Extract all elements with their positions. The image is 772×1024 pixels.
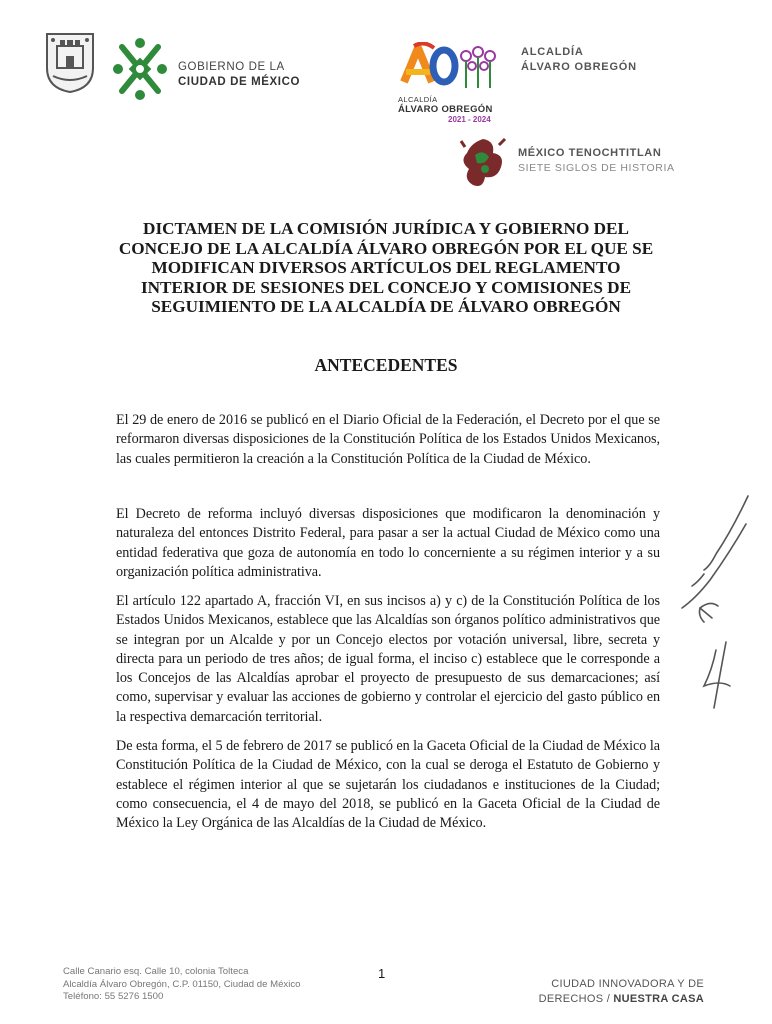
alcaldia-ao-subtitle — [398, 95, 508, 125]
title-line: SEGUIMIENTO DE LA ALCALDÍA DE ÁLVARO OBREGÓN — [151, 297, 621, 316]
handwritten-signature-marks — [660, 490, 760, 720]
footer-address — [63, 966, 301, 1004]
footer-address-line: Alcaldía Álvaro Obregón, C.P. 01150, Ciudad de México — [63, 978, 301, 990]
footer-address-line: Calle Canario esq. Calle 10, colonia Tolteca — [63, 966, 249, 977]
cdmx-government-text — [178, 60, 300, 90]
alcaldia-ao-text — [521, 45, 637, 75]
cdmx-government-logo-icon — [112, 37, 168, 101]
section-heading: ANTECEDENTES — [314, 355, 458, 375]
mt-line2: SIETE SIGLOS DE HISTORIA — [518, 162, 675, 174]
ao-sub-line1: ALCALDÍA — [398, 95, 438, 104]
body-paragraph: El artículo 122 apartado A, fracción VI, en sus incisos a) y c) de la Constitución Política de los Estados Unidos Mexicanos, establece que las Alcaldías son órganos político administrativos que se integran por un Alcalde y por un Concejo electos por votación universal, libre, secreta y directa para un periodo de tres años; de igual forma, el inciso c) establece que le corresponde a los Concejos de las Alcaldías aprobar el proyecto de presupuesto de sus demarcaciones; así como, supervisar y evaluar las acciones de gobierno y controlar el ejercicio del gasto público en la respectiva demarcación territorial. — [116, 593, 660, 725]
document-title — [100, 219, 672, 317]
page-number: 1 — [378, 966, 386, 981]
body-paragraph: El 29 de enero de 2016 se publicó en el Diario Oficial de la Federación, el Decreto por el que se reformaron diversas disposiciones de la Constitución Política de los Estados Unidos Mexicanos, las cuales permitieron la creación a la Constitución Política de la Ciudad de México. — [116, 412, 660, 467]
cdmx-line1: GOBIERNO DE LA — [178, 61, 285, 73]
title-line: DICTAMEN DE LA COMISIÓN JURÍDICA Y GOBIERNO DEL — [143, 219, 629, 238]
slogan-line2-b: NUESTRA CASA — [613, 993, 704, 1005]
title-line: CONCEJO DE LA ALCALDÍA ÁLVARO OBREGÓN POR EL QUE SE — [118, 238, 654, 258]
footer-address-line: Teléfono: 55 5276 1500 — [63, 991, 164, 1002]
title-line: INTERIOR DE SESIONES DEL CONCEJO Y COMISIONES DE — [140, 277, 632, 297]
body-paragraph: De esta forma, el 5 de febrero de 2017 se publicó en la Gaceta Oficial de la Ciudad de México la Constitución Política de la Ciudad de México, con la cual se deroga el Estatuto de Gobierno y establece el régimen interior al que se sujetarán los ciudadanos e instituciones de la Ciudad; como consecuencia, el 4 de mayo del 2018, se publicó en la Gaceta Oficial de la Ciudad de México la Ley Orgánica de las Alcaldías de la Ciudad de México. — [116, 738, 660, 832]
slogan-line2-a: DERECHOS / — [538, 993, 614, 1005]
title-line: MODIFICAN DIVERSOS ARTÍCULOS DEL REGLAMENTO — [151, 258, 621, 277]
ao-sub-years: 2021 - 2024 — [448, 115, 491, 124]
mt-line1: MÉXICO TENOCHTITLAN — [518, 147, 662, 159]
slogan-line1: CIUDAD INNOVADORA Y DE — [551, 978, 704, 990]
cdmx-line2: CIUDAD DE MÉXICO — [178, 76, 301, 88]
mexico-tenochtitlan-logo-icon — [455, 135, 511, 191]
alcaldia-line1: ALCALDÍA — [521, 46, 584, 58]
slogan-line2 — [539, 992, 704, 1007]
cdmx-coat-of-arms-icon — [45, 32, 95, 94]
alcaldia-line2: ÁLVARO OBREGÓN — [521, 61, 637, 73]
footer-slogan — [539, 977, 704, 1007]
ao-sub-line2: ÁLVARO OBREGÓN — [398, 104, 493, 115]
body-paragraph: El Decreto de reforma incluyó diversas disposiciones que modificaron la denominación y naturaleza del entonces Distrito Federal, para pasar a ser la actual Ciudad de México como una entidad federativa que goza de autonomía en todo lo concerniente a su régimen interior y a su organización política administrativa. — [116, 506, 660, 580]
mexico-tenochtitlan-text — [518, 146, 675, 176]
